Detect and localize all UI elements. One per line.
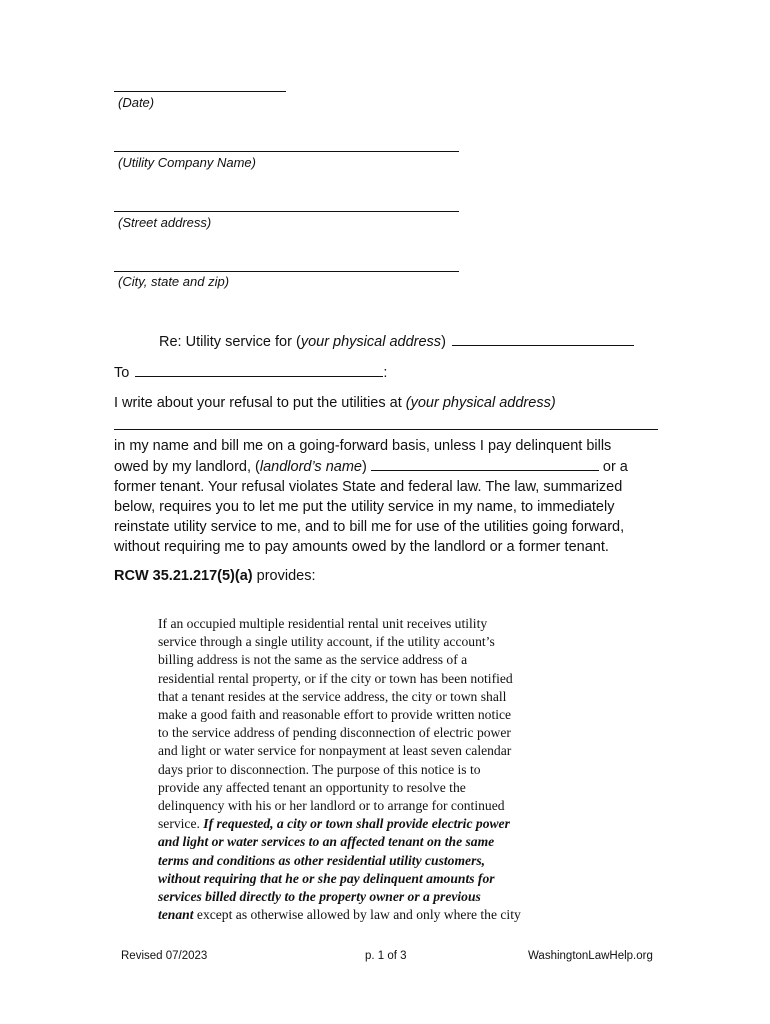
quote-bold-line: terms and conditions as other residential utility customers, xyxy=(158,852,486,868)
body-line-1: in my name and bill me on a going-forward basis, unless I pay delinquent bills xyxy=(114,438,612,454)
quote-line: days prior to disconnection. The purpose of this notice is to xyxy=(158,761,481,777)
quote-line: billing address is not the same as the service address of a xyxy=(158,652,468,668)
body-line-6: without requiring me to pay amounts owed by the landlord or a former tenant. xyxy=(114,539,609,555)
body-line-2 xyxy=(114,459,628,475)
landlord-suffix: or a xyxy=(598,459,628,475)
city-line[interactable] xyxy=(114,271,459,272)
quote-line: residential rental property, or if the city or town has been notified xyxy=(158,670,513,686)
statute-verb: provides: xyxy=(252,568,316,584)
quote-plain-part: service. xyxy=(158,816,204,832)
statute-quote xyxy=(158,615,598,924)
company-caption: (Utility Company Name) xyxy=(118,155,256,170)
to-recipient-blank[interactable] xyxy=(135,362,383,377)
body-line-4: below, requires you to let me put the utility service in my name, to immediately xyxy=(114,499,615,515)
quote-line: service through a single utility account, if the utility account’s xyxy=(158,634,495,650)
quote-line-12 xyxy=(158,815,598,833)
quote-line: If an occupied multiple residential rental unit receives utility xyxy=(158,616,488,631)
intro-placeholder: (your physical address) xyxy=(405,395,556,411)
quote-bold-line: and light or water services to an affected tenant on the same xyxy=(158,834,495,850)
body-paragraph xyxy=(114,436,659,557)
quote-line: delinquency with his or her landlord or to arrange for continued xyxy=(158,798,505,814)
street-line[interactable] xyxy=(114,211,459,212)
footer-revised: Revised 07/2023 xyxy=(121,950,208,962)
quote-bold-line: without requiring that he or she pay delinquent amounts for xyxy=(158,870,495,886)
landlord-prefix: owed by my landlord, ( xyxy=(114,459,260,475)
re-prefix: Re: Utility service for ( xyxy=(159,334,301,350)
body-line-5: reinstate utility service to me, and to bill me for use of the utilities going forward, xyxy=(114,519,625,535)
footer-site: WashingtonLawHelp.org xyxy=(528,950,653,962)
re-address-blank[interactable] xyxy=(452,331,634,346)
date-caption: (Date) xyxy=(118,95,155,110)
quote-line: that a tenant resides at the service address, the city or town shall xyxy=(158,688,507,704)
quote-line: provide any affected tenant an opportunity to resolve the xyxy=(158,779,466,795)
street-caption: (Street address) xyxy=(118,215,212,230)
quote-plain-part: except as otherwise allowed by law and only where the city xyxy=(193,907,521,923)
to-prefix: To xyxy=(114,365,130,381)
to-line xyxy=(114,362,387,381)
physical-address-line[interactable] xyxy=(114,429,658,430)
landlord-name-blank[interactable] xyxy=(371,456,599,471)
landlord-placeholder: landlord’s name xyxy=(259,459,362,475)
body-line-3: former tenant. Your refusal violates State and federal law. The law, summarized xyxy=(114,479,623,495)
quote-bold-part: tenant xyxy=(158,907,194,923)
statute-heading xyxy=(114,568,315,584)
statute-cite: RCW 35.21.217(5)(a) xyxy=(114,568,253,584)
footer-page-number: p. 1 of 3 xyxy=(365,950,407,962)
quote-line: and light or water service for nonpayment at least seven calendar xyxy=(158,743,512,759)
date-line[interactable] xyxy=(114,91,286,92)
intro-text: I write about your refusal to put the utilities at xyxy=(114,395,406,411)
re-line xyxy=(159,331,634,350)
quote-last-line xyxy=(158,906,598,924)
landlord-close: ) xyxy=(361,459,367,475)
intro-line xyxy=(114,395,556,411)
quote-bold-part: If requested, a city or town shall provide electric power xyxy=(203,816,510,832)
quote-bold-line: services billed directly to the property owner or a previous xyxy=(158,889,481,905)
company-line[interactable] xyxy=(114,151,459,152)
city-caption: (City, state and zip) xyxy=(118,274,230,289)
re-suffix: ) xyxy=(441,334,446,350)
quote-line: to the service address of pending disconnection of electric power xyxy=(158,725,511,741)
to-suffix: : xyxy=(383,365,388,381)
re-placeholder: your physical address xyxy=(300,334,442,350)
quote-line: make a good faith and reasonable effort to provide written notice xyxy=(158,707,512,723)
